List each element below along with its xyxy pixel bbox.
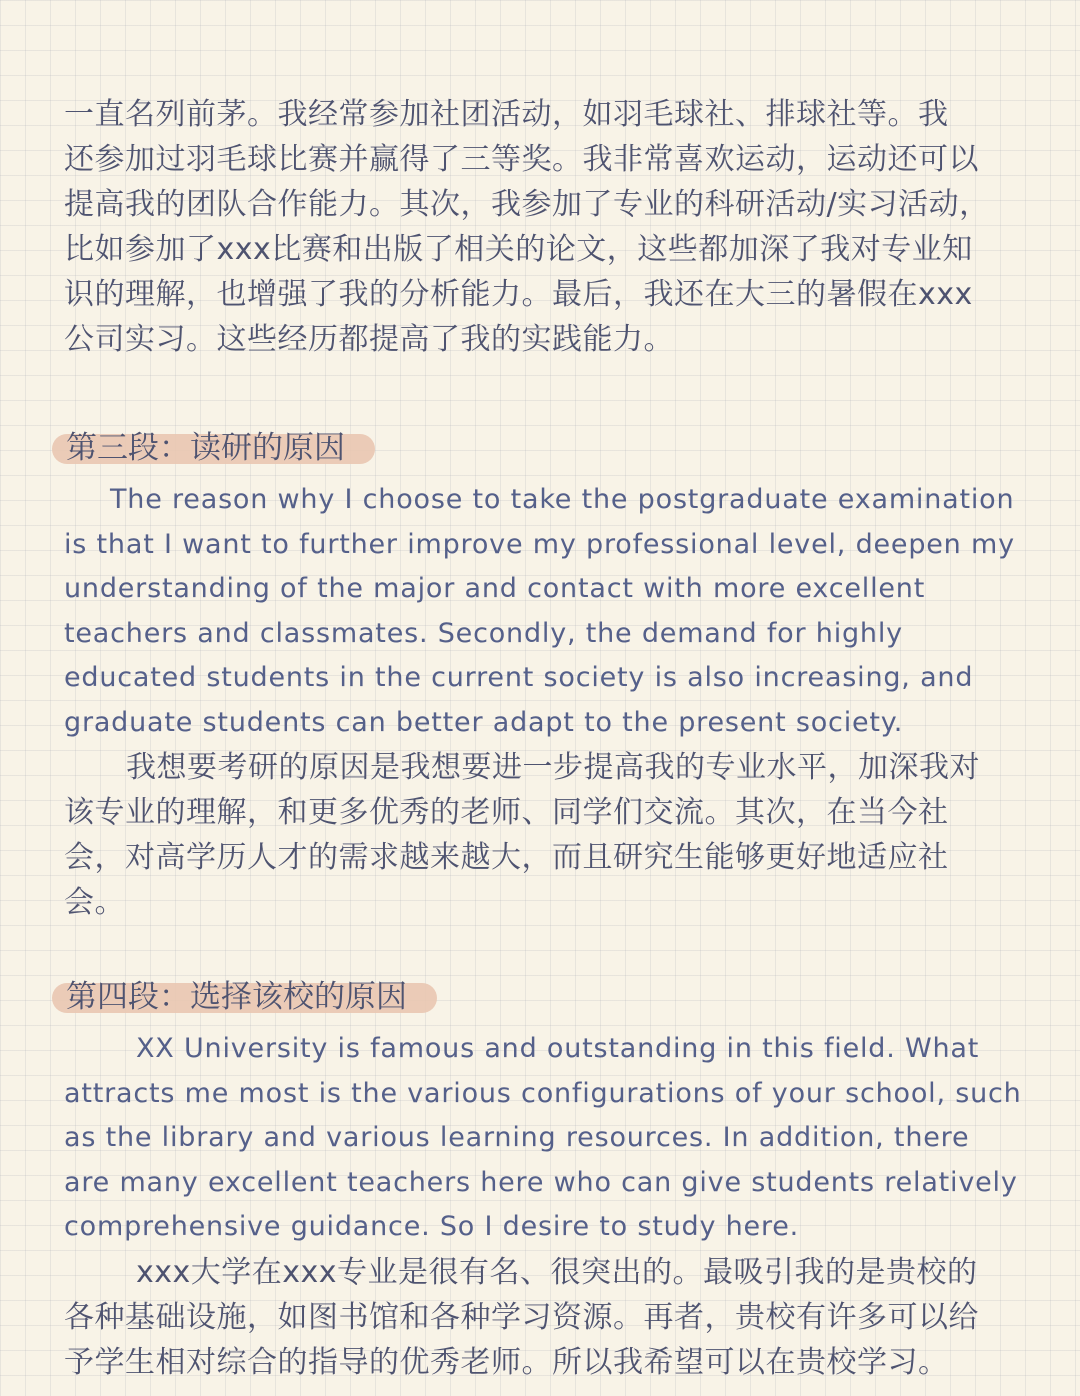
section-two-tail [64,92,1024,362]
english-line: are many excellent teachers here who can give students relatively [64,1166,1018,1198]
chinese-line: 会，对高学历人才的需求越来越大，而且研究生能够更好地适应社 [64,840,949,875]
section-four [64,977,1024,1385]
english-line: comprehensive guidance. So I desire to study here. [64,1211,800,1242]
section-heading-wrap [64,977,1024,1023]
english-line: understanding of the major and contact with more excellent [64,573,926,604]
paragraph-line: 还参加过羽毛球比赛并赢得了三等奖。我非常喜欢运动，运动还可以 [64,142,979,177]
section-three [64,428,1024,925]
section-three-english [64,478,1024,745]
paragraph-line: 一直名列前茅。我经常参加社团活动，如羽毛球社、排球社等。我 [64,97,949,132]
english-line: XX University is famous and outstanding in this field. What [136,1033,980,1064]
paragraph-line: 公司实习。这些经历都提高了我的实践能力。 [64,322,674,357]
english-line: graduate students can better adapt to the present society. [64,706,904,738]
section-four-chinese [64,1250,1024,1385]
chinese-line: 该专业的理解，和更多优秀的老师、同学们交流。其次，在当今社 [64,795,949,830]
chinese-line: xxx大学在xxx专业是很有名、很突出的。最吸引我的是贵校的 [136,1254,978,1290]
chinese-line: 各种基础设施，如图书馆和各种学习资源。再者，贵校有许多可以给 [64,1299,979,1335]
chinese-line: 会。 [64,885,125,920]
section-four-heading: 第四段：选择该校的原因 [64,977,437,1017]
chinese-line: 予学生相对综合的指导的优秀老师。所以我希望可以在贵校学习。 [64,1344,949,1380]
english-line: is that I want to further improve my professional level, deepen my [64,528,1015,560]
paragraph-line: 识的理解，也增强了我的分析能力。最后，我还在大三的暑假在xxx [64,277,973,312]
english-line: The reason why I choose to take the postgraduate examination [110,484,1015,515]
essay-page [64,92,1024,1385]
english-line: as the library and various learning resources. In addition, there [64,1122,970,1153]
section-three-heading: 第三段：读研的原因 [64,428,375,468]
english-line: educated students in the current society is also increasing, and [64,662,974,693]
english-line: teachers and classmates. Secondly, the demand for highly [64,617,903,649]
paragraph-line: 提高我的团队合作能力。其次，我参加了专业的科研活动/实习活动， [64,187,990,222]
paragraph-line: 比如参加了xxx比赛和出版了相关的论文，这些都加深了我对专业知 [64,232,973,267]
section-heading-wrap [64,428,1024,474]
section-four-english [64,1027,1024,1250]
english-line: attracts me most is the various configurations of your school, such [64,1077,1022,1109]
section-three-chinese [64,745,1024,925]
chinese-line: 我想要考研的原因是我想要进一步提高我的专业水平，加深我对 [126,750,980,785]
